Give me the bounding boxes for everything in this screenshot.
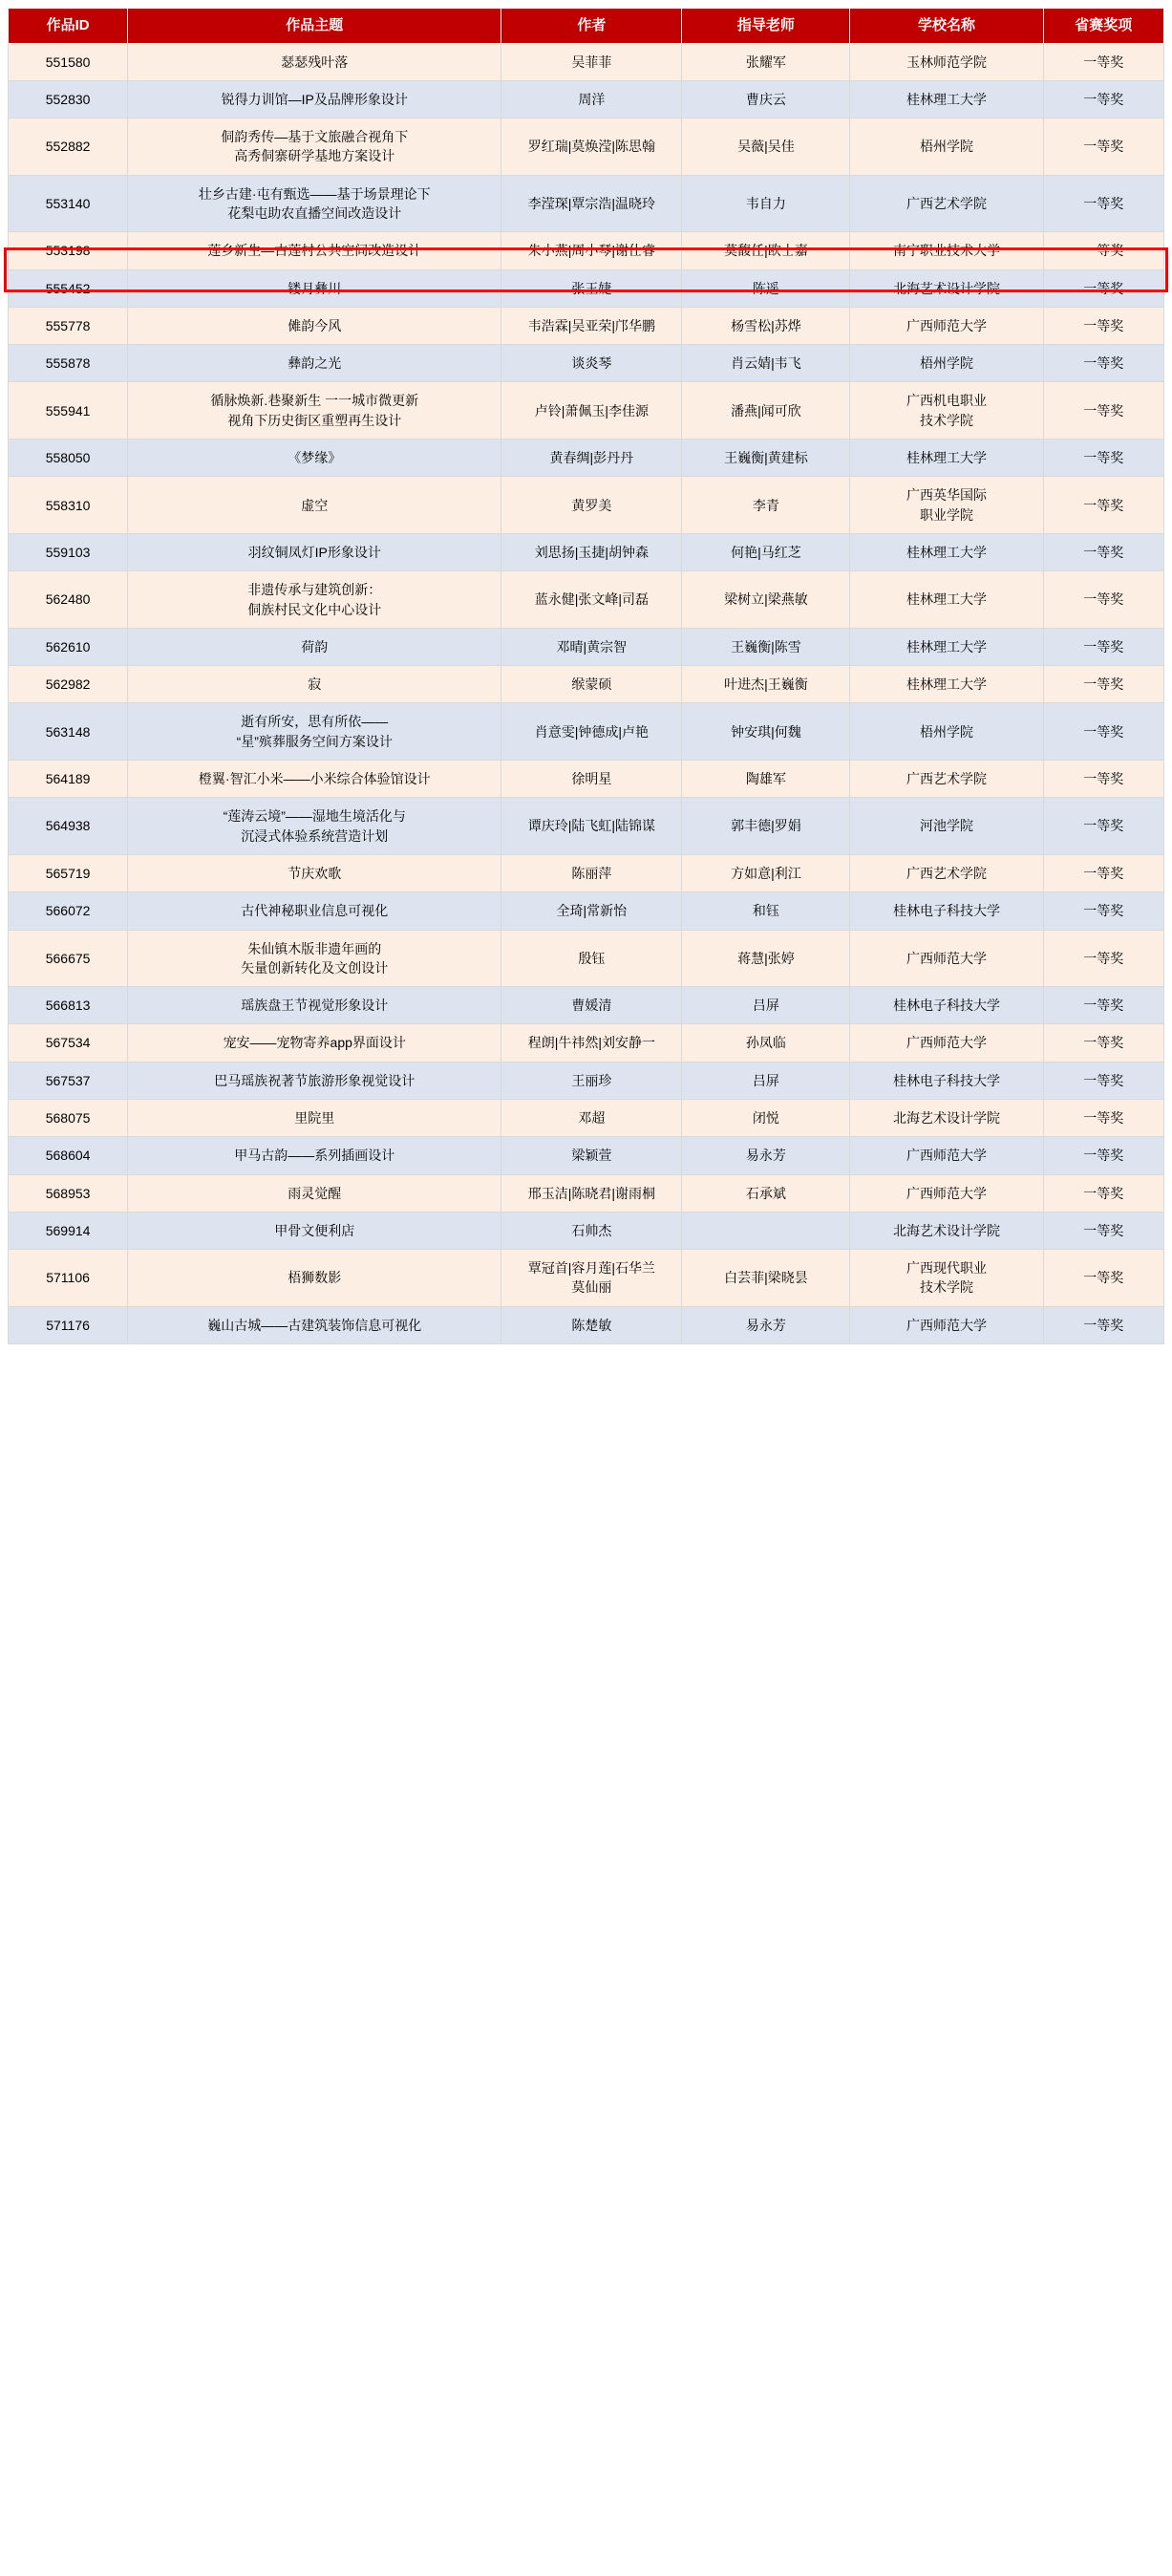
cell-work-title: 荷韵	[128, 628, 501, 665]
cell-award: 一等奖	[1043, 345, 1164, 382]
cell-school: 桂林理工大学	[850, 628, 1043, 665]
cell-teacher: 蒋慧|张婷	[682, 930, 850, 987]
table-row	[9, 1306, 1164, 1343]
cell-teacher: 吴薇|吴佳	[682, 118, 850, 176]
cell-work-title: 循脉焕新.巷聚新生 一一城市微更新 视角下历史街区重塑再生设计	[128, 382, 501, 440]
cell-award: 一等奖	[1043, 175, 1164, 232]
cell-work-title: 巴马瑶族祝著节旅游形象视觉设计	[128, 1062, 501, 1099]
cell-author: 徐明星	[501, 761, 682, 798]
cell-work-title: 傩韵今风	[128, 307, 501, 344]
cell-school: 桂林理工大学	[850, 571, 1043, 629]
table-row	[9, 269, 1164, 307]
cell-author: 邓超	[501, 1100, 682, 1137]
cell-award: 一等奖	[1043, 80, 1164, 118]
cell-award: 一等奖	[1043, 382, 1164, 440]
cell-author: 曹媛清	[501, 987, 682, 1024]
cell-work-id: 568604	[9, 1137, 128, 1174]
cell-award: 一等奖	[1043, 269, 1164, 307]
cell-teacher: 莫馥任|欧士嘉	[682, 232, 850, 269]
cell-teacher: 陶雄军	[682, 761, 850, 798]
cell-school: 广西师范大学	[850, 930, 1043, 987]
cell-work-title: 宠安——宠物寄养app界面设计	[128, 1024, 501, 1062]
cell-work-id: 569914	[9, 1212, 128, 1249]
cell-teacher	[682, 1212, 850, 1249]
cell-teacher: 梁树立|梁燕敏	[682, 571, 850, 629]
cell-work-id: 565719	[9, 854, 128, 891]
table-body	[9, 43, 1164, 1344]
cell-school: 桂林理工大学	[850, 666, 1043, 703]
cell-award: 一等奖	[1043, 307, 1164, 344]
cell-award: 一等奖	[1043, 1062, 1164, 1099]
table-row	[9, 382, 1164, 440]
cell-work-id: 567534	[9, 1024, 128, 1062]
cell-work-id: 558050	[9, 440, 128, 477]
cell-school: 广西机电职业 技术学院	[850, 382, 1043, 440]
cell-work-title: 壮乡古建·屯有甄选——基于场景理论下 花梨屯助农直播空间改造设计	[128, 175, 501, 232]
cell-author: 周洋	[501, 80, 682, 118]
cell-author: 全琦|常新怡	[501, 892, 682, 930]
cell-work-id: 571106	[9, 1250, 128, 1307]
cell-work-id: 552882	[9, 118, 128, 176]
table-row	[9, 477, 1164, 534]
cell-author: 邓晴|黄宗智	[501, 628, 682, 665]
cell-award: 一等奖	[1043, 1306, 1164, 1343]
cell-teacher: 王巍衡|陈雪	[682, 628, 850, 665]
cell-teacher: 钟安琪|何魏	[682, 703, 850, 761]
award-table	[8, 8, 1164, 1344]
cell-award: 一等奖	[1043, 892, 1164, 930]
cell-work-title: 橙翼·智汇小米——小米综合体验馆设计	[128, 761, 501, 798]
cell-award: 一等奖	[1043, 703, 1164, 761]
cell-award: 一等奖	[1043, 987, 1164, 1024]
cell-teacher: 张耀军	[682, 43, 850, 80]
table-container	[8, 8, 1164, 1344]
table-row	[9, 232, 1164, 269]
cell-work-title: 锐得力训馆—IP及品牌形象设计	[128, 80, 501, 118]
cell-school: 广西现代职业 技术学院	[850, 1250, 1043, 1307]
cell-teacher: 叶进杰|王巍衡	[682, 666, 850, 703]
cell-teacher: 何艳|马红芝	[682, 533, 850, 570]
cell-author: 肖意雯|钟德成|卢艳	[501, 703, 682, 761]
cell-work-id: 558310	[9, 477, 128, 534]
cell-award: 一等奖	[1043, 798, 1164, 855]
cell-award: 一等奖	[1043, 854, 1164, 891]
cell-school: 桂林电子科技大学	[850, 1062, 1043, 1099]
cell-teacher: 陈遥	[682, 269, 850, 307]
cell-school: 南宁职业技术大学	[850, 232, 1043, 269]
cell-work-title: 彝韵之光	[128, 345, 501, 382]
cell-school: 桂林理工大学	[850, 533, 1043, 570]
table-row	[9, 118, 1164, 176]
cell-school: 玉林师范学院	[850, 43, 1043, 80]
table-row	[9, 930, 1164, 987]
cell-teacher: 王巍衡|黄建标	[682, 440, 850, 477]
cell-work-title: 甲骨文便利店	[128, 1212, 501, 1249]
table-row	[9, 987, 1164, 1024]
cell-school: 梧州学院	[850, 345, 1043, 382]
cell-teacher: 曹庆云	[682, 80, 850, 118]
cell-author: 黄罗美	[501, 477, 682, 534]
cell-work-id: 562982	[9, 666, 128, 703]
cell-work-id: 559103	[9, 533, 128, 570]
cell-work-title: 雨灵觉醒	[128, 1174, 501, 1212]
cell-work-id: 552830	[9, 80, 128, 118]
cell-work-id: 563148	[9, 703, 128, 761]
table-row	[9, 892, 1164, 930]
cell-award: 一等奖	[1043, 440, 1164, 477]
cell-author: 谈炎琴	[501, 345, 682, 382]
column-header-id: 作品ID	[9, 9, 128, 44]
cell-award: 一等奖	[1043, 1212, 1164, 1249]
cell-school: 广西师范大学	[850, 1024, 1043, 1062]
cell-author: 覃冠首|容月莲|石华兰 莫仙丽	[501, 1250, 682, 1307]
cell-school: 广西艺术学院	[850, 175, 1043, 232]
column-header-award: 省赛奖项	[1043, 9, 1164, 44]
cell-work-title: 朱仙镇木版非遗年画的 矢量创新转化及文创设计	[128, 930, 501, 987]
cell-author: 张玉婕	[501, 269, 682, 307]
table-row	[9, 43, 1164, 80]
cell-teacher: 杨雪松|苏烨	[682, 307, 850, 344]
cell-work-title: 甲马古韵——系列插画设计	[128, 1137, 501, 1174]
cell-work-id: 551580	[9, 43, 128, 80]
cell-teacher: 石承斌	[682, 1174, 850, 1212]
cell-author: 黄春绸|彭丹丹	[501, 440, 682, 477]
cell-work-title: 里院里	[128, 1100, 501, 1137]
cell-author: 缑蒙硕	[501, 666, 682, 703]
cell-school: 桂林电子科技大学	[850, 987, 1043, 1024]
cell-work-id: 553140	[9, 175, 128, 232]
cell-work-title: 古代神秘职业信息可视化	[128, 892, 501, 930]
cell-teacher: 白芸菲|梁晓昙	[682, 1250, 850, 1307]
cell-teacher: 郭丰德|罗娟	[682, 798, 850, 855]
cell-work-id: 555941	[9, 382, 128, 440]
cell-work-id: 555878	[9, 345, 128, 382]
cell-school: 广西英华国际 职业学院	[850, 477, 1043, 534]
cell-work-id: 555452	[9, 269, 128, 307]
cell-award: 一等奖	[1043, 118, 1164, 176]
table-row	[9, 666, 1164, 703]
table-row	[9, 628, 1164, 665]
cell-teacher: 李青	[682, 477, 850, 534]
column-header-school: 学校名称	[850, 9, 1043, 44]
cell-work-id: 568953	[9, 1174, 128, 1212]
cell-award: 一等奖	[1043, 628, 1164, 665]
cell-award: 一等奖	[1043, 533, 1164, 570]
cell-award: 一等奖	[1043, 232, 1164, 269]
cell-award: 一等奖	[1043, 1024, 1164, 1062]
cell-author: 石帅杰	[501, 1212, 682, 1249]
cell-teacher: 易永芳	[682, 1306, 850, 1343]
cell-school: 梧州学院	[850, 703, 1043, 761]
cell-work-id: 562610	[9, 628, 128, 665]
table-row	[9, 1062, 1164, 1099]
table-row	[9, 345, 1164, 382]
cell-teacher: 闭悦	[682, 1100, 850, 1137]
cell-work-title: 逝有所安，思有所依—— “星”殡葬服务空间方案设计	[128, 703, 501, 761]
cell-author: 程朗|牛祎然|刘安静一	[501, 1024, 682, 1062]
cell-author: 朱小燕|周小琴|谢仕睿	[501, 232, 682, 269]
cell-author: 卢铃|萧佩玉|李佳源	[501, 382, 682, 440]
cell-school: 广西艺术学院	[850, 761, 1043, 798]
cell-work-id: 555778	[9, 307, 128, 344]
cell-award: 一等奖	[1043, 1100, 1164, 1137]
cell-work-title: 《梦缘》	[128, 440, 501, 477]
cell-teacher: 吕屏	[682, 1062, 850, 1099]
cell-school: 广西师范大学	[850, 307, 1043, 344]
cell-award: 一等奖	[1043, 930, 1164, 987]
cell-work-title: 巍山古城——古建筑装饰信息可视化	[128, 1306, 501, 1343]
column-header-teacher: 指导老师	[682, 9, 850, 44]
cell-school: 广西艺术学院	[850, 854, 1043, 891]
cell-author: 梁颖萱	[501, 1137, 682, 1174]
cell-award: 一等奖	[1043, 1250, 1164, 1307]
cell-work-title: 侗韵秀传—基于文旅融合视角下 高秀侗寨研学基地方案设计	[128, 118, 501, 176]
cell-award: 一等奖	[1043, 43, 1164, 80]
cell-teacher: 孙凤临	[682, 1024, 850, 1062]
cell-school: 桂林理工大学	[850, 440, 1043, 477]
cell-school: 北海艺术设计学院	[850, 1100, 1043, 1137]
cell-award: 一等奖	[1043, 477, 1164, 534]
table-row	[9, 703, 1164, 761]
cell-award: 一等奖	[1043, 571, 1164, 629]
cell-work-id: 566072	[9, 892, 128, 930]
cell-work-title: 节庆欢歌	[128, 854, 501, 891]
column-header-author: 作者	[501, 9, 682, 44]
table-row	[9, 798, 1164, 855]
cell-author: 谭庆玲|陆飞虹|陆锦谋	[501, 798, 682, 855]
cell-award: 一等奖	[1043, 666, 1164, 703]
table-row	[9, 1100, 1164, 1137]
cell-work-id: 567537	[9, 1062, 128, 1099]
table-row	[9, 1212, 1164, 1249]
cell-award: 一等奖	[1043, 1137, 1164, 1174]
table-row	[9, 1024, 1164, 1062]
cell-work-id: 564189	[9, 761, 128, 798]
cell-school: 桂林电子科技大学	[850, 892, 1043, 930]
cell-school: 广西师范大学	[850, 1137, 1043, 1174]
cell-school: 北海艺术设计学院	[850, 1212, 1043, 1249]
cell-work-title: 瑟瑟残叶落	[128, 43, 501, 80]
cell-teacher: 韦自力	[682, 175, 850, 232]
cell-work-title: 羽纹铜凤灯IP形象设计	[128, 533, 501, 570]
column-header-title: 作品主题	[128, 9, 501, 44]
cell-teacher: 吕屏	[682, 987, 850, 1024]
cell-school: 河池学院	[850, 798, 1043, 855]
cell-author: 邢玉洁|陈晓君|谢雨桐	[501, 1174, 682, 1212]
cell-work-title: “莲涛云境”——湿地生境活化与 沉浸式体验系统营造计划	[128, 798, 501, 855]
cell-work-title: 寂	[128, 666, 501, 703]
cell-teacher: 和钰	[682, 892, 850, 930]
table-row	[9, 1250, 1164, 1307]
table-row	[9, 175, 1164, 232]
table-row	[9, 307, 1164, 344]
cell-author: 蓝永健|张文峰|司磊	[501, 571, 682, 629]
cell-work-title: 虚空	[128, 477, 501, 534]
cell-author: 李滢琛|覃宗浩|温晓玲	[501, 175, 682, 232]
table-row	[9, 533, 1164, 570]
cell-award: 一等奖	[1043, 761, 1164, 798]
cell-author: 韦浩霖|吴亚荣|邝华鹏	[501, 307, 682, 344]
cell-work-title: 梧狮数影	[128, 1250, 501, 1307]
cell-work-id: 553198	[9, 232, 128, 269]
cell-work-id: 564938	[9, 798, 128, 855]
table-row	[9, 854, 1164, 891]
cell-work-id: 568075	[9, 1100, 128, 1137]
table-row	[9, 761, 1164, 798]
cell-work-id: 566675	[9, 930, 128, 987]
cell-work-title: 莲乡新生—古莲村公共空间改造设计	[128, 232, 501, 269]
cell-author: 王丽珍	[501, 1062, 682, 1099]
cell-work-title: 镂月彝川	[128, 269, 501, 307]
cell-school: 广西师范大学	[850, 1174, 1043, 1212]
cell-teacher: 肖云婧|韦飞	[682, 345, 850, 382]
cell-school: 梧州学院	[850, 118, 1043, 176]
cell-author: 吴菲菲	[501, 43, 682, 80]
cell-teacher: 潘燕|闻可欣	[682, 382, 850, 440]
table-header-row	[9, 9, 1164, 44]
cell-award: 一等奖	[1043, 1174, 1164, 1212]
cell-school: 广西师范大学	[850, 1306, 1043, 1343]
cell-work-id: 571176	[9, 1306, 128, 1343]
cell-work-id: 562480	[9, 571, 128, 629]
cell-work-title: 瑶族盘王节视觉形象设计	[128, 987, 501, 1024]
cell-author: 刘思扬|玉捷|胡钟森	[501, 533, 682, 570]
cell-school: 北海艺术设计学院	[850, 269, 1043, 307]
table-row	[9, 1174, 1164, 1212]
cell-work-title: 非遗传承与建筑创新： 侗族村民文化中心设计	[128, 571, 501, 629]
cell-author: 殷钰	[501, 930, 682, 987]
cell-teacher: 方如意|利江	[682, 854, 850, 891]
cell-author: 罗红瑞|莫焕滢|陈思翰	[501, 118, 682, 176]
cell-work-id: 566813	[9, 987, 128, 1024]
table-row	[9, 571, 1164, 629]
cell-teacher: 易永芳	[682, 1137, 850, 1174]
table-row	[9, 80, 1164, 118]
table-row	[9, 440, 1164, 477]
table-row	[9, 1137, 1164, 1174]
cell-school: 桂林理工大学	[850, 80, 1043, 118]
cell-author: 陈楚敏	[501, 1306, 682, 1343]
cell-author: 陈丽萍	[501, 854, 682, 891]
